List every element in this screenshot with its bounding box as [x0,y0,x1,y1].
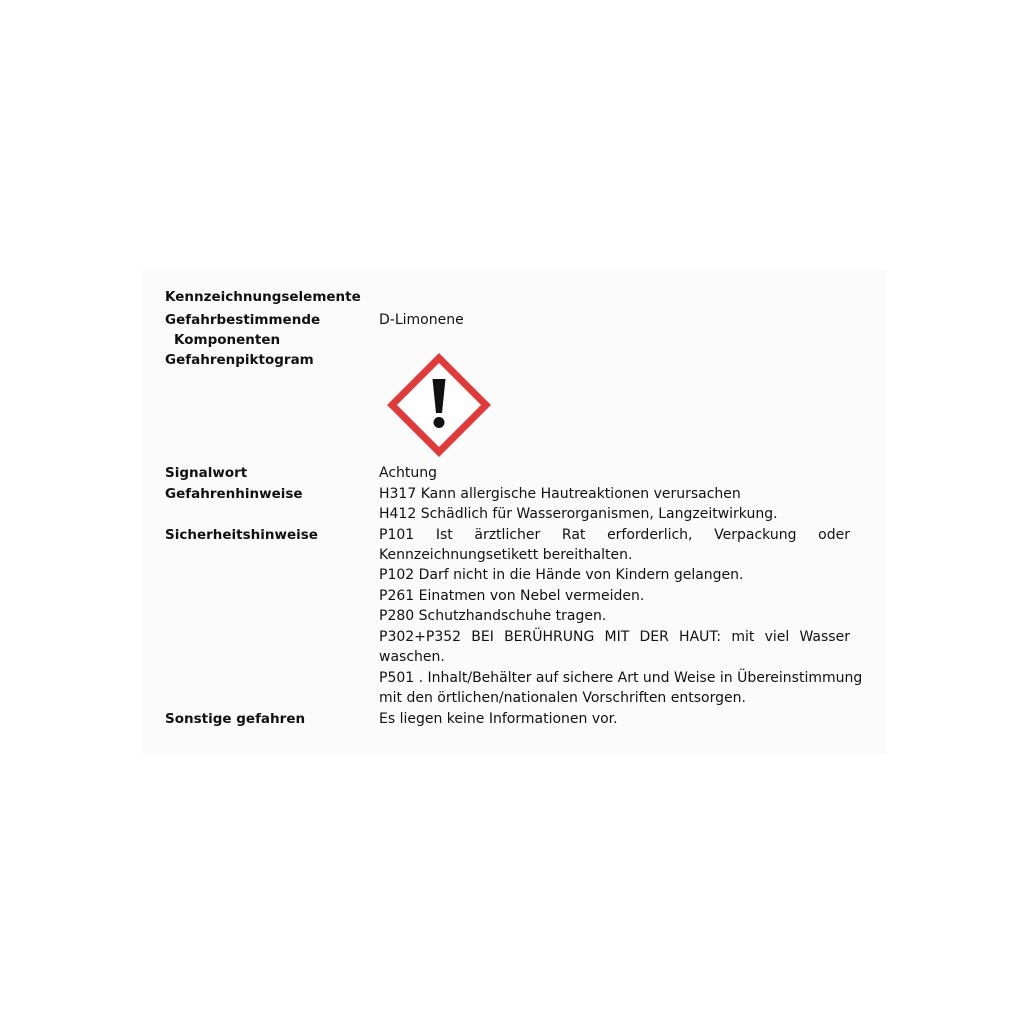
word: viel [764,629,790,645]
word: BERÜHRUNG [504,629,595,645]
precautionary-p102: P102 Darf nicht in die Hände von Kindern gelangen. [379,567,744,583]
exclamation-dot [434,417,445,428]
precautionary-p101-line2: Kennzeichnungsetikett bereithalten. [379,547,633,563]
precautionary-p261: P261 Einatmen von Nebel vermeiden. [379,588,645,604]
hazard-statement-h412: H412 Schädlich für Wasserorganismen, Langzeitwirkung. [379,506,778,522]
other-hazards-value: Es liegen keine Informationen vor. [379,711,618,727]
word: Verpackung [714,527,797,543]
word: Ist [435,527,453,543]
components-value: D-Limonene [379,312,464,328]
word: Rat [561,527,586,543]
precautionary-p302-line2: waschen. [379,649,445,665]
precautionary-statements-label: Sicherheitshinweise [165,527,318,543]
signal-word-value: Achtung [379,465,438,481]
word: mit [731,629,755,645]
components-label-line2: Komponenten [174,332,281,348]
signal-word-label: Signalwort [165,465,248,481]
word: P101 [379,527,415,543]
precautionary-p302-line1 [379,627,850,647]
precautionary-p101-line1 [379,525,850,545]
precautionary-p501-line1: P501 . Inhalt/Behälter auf sichere Art und Weise in Übereinstimmung [379,670,863,686]
precautionary-p501-line2: mit den örtlichen/nationalen Vorschriften entsorgen. [379,690,746,706]
word: HAUT: [679,629,722,645]
word: oder [818,527,850,543]
word: ärztlicher [474,527,541,543]
hazard-statements-label: Gefahrenhinweise [165,486,303,502]
pictogram-label: Gefahrenpiktogram [165,352,314,368]
section-title: Kennzeichnungselemente [165,289,361,305]
word: Wasser [799,629,850,645]
other-hazards-label: Sonstige gefahren [165,711,306,727]
word: P302+P352 [379,629,462,645]
ghs07-exclamation-mark-icon [387,353,491,457]
hazard-statement-h317: H317 Kann allergische Hautreaktionen verursachen [379,486,741,502]
word: BEI [471,629,494,645]
word: DER [639,629,669,645]
word: MIT [604,629,630,645]
precautionary-p280: P280 Schutzhandschuhe tragen. [379,608,607,624]
word: erforderlich, [607,527,693,543]
components-label-line1: Gefahrbestimmende [165,312,321,328]
